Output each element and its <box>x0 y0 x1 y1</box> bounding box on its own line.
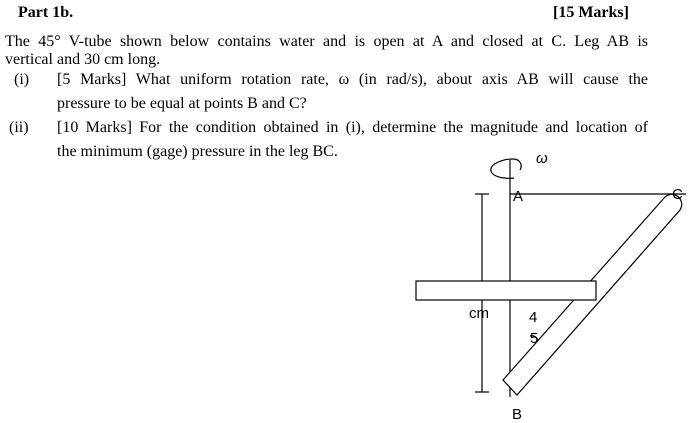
dimension-label: cm <box>469 305 489 322</box>
label-c: C <box>672 186 683 203</box>
question-2-number: (ii) <box>9 119 29 136</box>
rotating-crossbar <box>416 281 596 300</box>
question-2-line-2: the minimum (gage) pressure in the leg BC. <box>57 143 338 160</box>
marks-total: [15 Marks] <box>553 4 629 21</box>
label-b: B <box>512 406 523 423</box>
angle-label-digit-2: 5 <box>530 330 539 347</box>
angle-label-digit-1: 4 <box>529 309 538 326</box>
rotation-arrow-tail <box>513 159 521 170</box>
label-a: A <box>513 188 524 205</box>
question-1-line-2: pressure to be equal at points B and C? <box>57 95 307 112</box>
question-2-line-1: [10 Marks] For the condition obtained in (i), determine the magnitude and location of <box>57 119 648 136</box>
intro-line-1: The 45° V-tube shown below contains water and is open at A and closed at C. Leg AB is <box>5 33 648 50</box>
part-title: Part 1b. <box>18 4 74 21</box>
question-1-number: (i) <box>14 71 30 88</box>
intro-line-2: vertical and 30 cm long. <box>5 51 161 68</box>
omega-label: ω <box>536 150 548 167</box>
question-1-line-1: [5 Marks] What uniform rotation rate, ω (in rad/s), about axis AB will cause the <box>57 71 648 88</box>
